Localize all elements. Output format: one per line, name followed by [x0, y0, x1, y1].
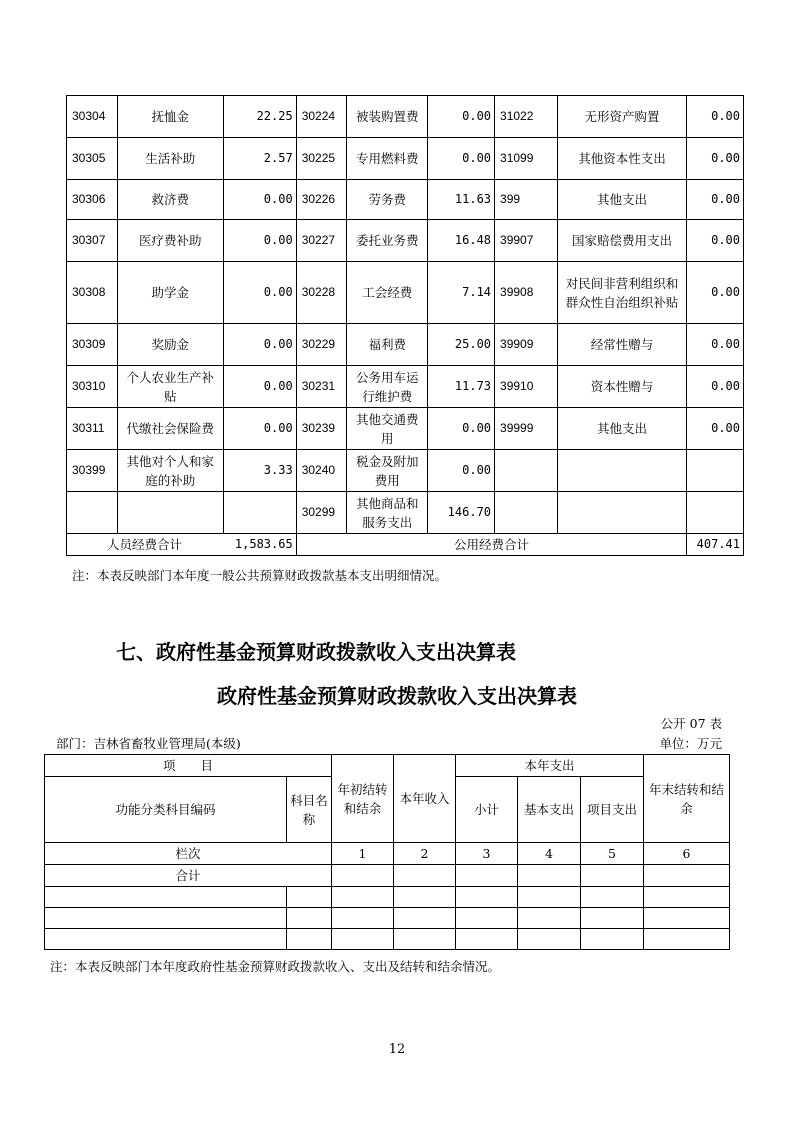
amount-cell: 25.00	[428, 324, 495, 366]
department-label: 部门：吉林省畜牧业管理局(本级)	[56, 736, 241, 751]
item-name-cell	[557, 450, 687, 492]
code-cell: 39999	[495, 408, 558, 450]
item-name-cell: 福利费	[347, 324, 428, 366]
item-name-cell: 其他交通费用	[347, 408, 428, 450]
code-cell	[67, 492, 118, 534]
table-row	[45, 908, 730, 929]
table-row-col-numbers	[45, 843, 730, 865]
amount-cell: 0.00	[687, 220, 744, 262]
amount-cell: 2.57	[223, 138, 296, 180]
table-row	[67, 138, 744, 180]
header-item: 项 目	[45, 755, 332, 777]
table-note: 注：本表反映部门本年度政府性基金预算财政拨款收入、支出及结转和结余情况。	[50, 959, 501, 974]
code-cell: 399	[495, 180, 558, 220]
code-cell: 39907	[495, 220, 558, 262]
code-cell: 30399	[67, 450, 118, 492]
header-subtotal: 小计	[456, 777, 518, 843]
item-name-cell: 被装购置费	[347, 96, 428, 138]
code-cell: 39910	[495, 366, 558, 408]
col-number: 5	[581, 843, 644, 865]
table-row	[45, 929, 730, 950]
item-name-cell: 医疗费补助	[117, 220, 223, 262]
item-name-cell: 其他对个人和家庭的补助	[117, 450, 223, 492]
code-cell: 30224	[296, 96, 347, 138]
code-cell	[495, 450, 558, 492]
col-number: 4	[518, 843, 581, 865]
amount-cell: 0.00	[223, 408, 296, 450]
item-name-cell: 委托业务费	[347, 220, 428, 262]
item-name-cell: 抚恤金	[117, 96, 223, 138]
code-cell	[495, 492, 558, 534]
code-cell: 30299	[296, 492, 347, 534]
total-public-label: 公用经费合计	[296, 534, 687, 556]
item-name-cell: 工会经费	[347, 262, 428, 324]
amount-cell: 16.48	[428, 220, 495, 262]
table-row	[67, 492, 744, 534]
item-name-cell	[117, 492, 223, 534]
amount-cell: 3.33	[223, 450, 296, 492]
item-name-cell: 其他资本性支出	[557, 138, 687, 180]
header-basic: 基本支出	[518, 777, 581, 843]
code-cell: 30308	[67, 262, 118, 324]
total-personnel-label: 人员经费合计	[106, 537, 182, 552]
item-name-cell: 助学金	[117, 262, 223, 324]
code-cell: 31022	[495, 96, 558, 138]
page-number: 12	[388, 1042, 406, 1057]
table-row	[45, 887, 730, 908]
table-row	[67, 408, 744, 450]
amount-cell: 0.00	[687, 138, 744, 180]
table-row	[67, 220, 744, 262]
header-expense: 本年支出	[456, 755, 644, 777]
form-number: 公开 07 表	[660, 716, 722, 731]
code-cell: 30240	[296, 450, 347, 492]
code-cell: 31099	[495, 138, 558, 180]
code-cell: 39908	[495, 262, 558, 324]
item-name-cell: 税金及附加费用	[347, 450, 428, 492]
item-name-cell: 专用燃料费	[347, 138, 428, 180]
item-name-cell: 救济费	[117, 180, 223, 220]
header-end-balance: 年末结转和结余	[644, 755, 730, 843]
item-name-cell	[557, 492, 687, 534]
table-row	[67, 366, 744, 408]
table-row	[67, 96, 744, 138]
section-heading: 七、政府性基金预算财政拨款收入支出决算表	[116, 640, 516, 664]
item-name-cell: 其他支出	[557, 408, 687, 450]
table-title: 政府性基金预算财政拨款收入支出决算表	[217, 684, 577, 708]
item-name-cell: 奖励金	[117, 324, 223, 366]
amount-cell: 0.00	[687, 408, 744, 450]
code-cell: 30225	[296, 138, 347, 180]
item-name-cell: 代缴社会保险费	[117, 408, 223, 450]
table-row	[67, 450, 744, 492]
code-cell: 30229	[296, 324, 347, 366]
amount-cell: 22.25	[223, 96, 296, 138]
amount-cell: 0.00	[223, 180, 296, 220]
item-name-cell: 个人农业生产补贴	[117, 366, 223, 408]
item-name-cell: 经常性赠与	[557, 324, 687, 366]
amount-cell: 11.63	[428, 180, 495, 220]
code-cell: 30228	[296, 262, 347, 324]
amount-cell: 11.73	[428, 366, 495, 408]
header-project: 项目支出	[581, 777, 644, 843]
total-public-value: 407.41	[687, 534, 744, 556]
amount-cell: 0.00	[687, 324, 744, 366]
code-cell: 30305	[67, 138, 118, 180]
header-income: 本年收入	[394, 755, 456, 843]
item-name-cell: 公务用车运行维护费	[347, 366, 428, 408]
col-number: 2	[394, 843, 456, 865]
item-name-cell: 对民间非营利组织和群众性自治组织补贴	[557, 262, 687, 324]
table-row	[67, 180, 744, 220]
table-row-totals	[67, 534, 744, 556]
code-cell: 30311	[67, 408, 118, 450]
amount-cell: 0.00	[687, 262, 744, 324]
amount-cell	[223, 492, 296, 534]
code-cell: 30239	[296, 408, 347, 450]
row-col-label: 栏次	[45, 843, 332, 865]
code-cell: 30307	[67, 220, 118, 262]
table-row	[67, 262, 744, 324]
col-number: 1	[332, 843, 394, 865]
item-name-cell: 资本性赠与	[557, 366, 687, 408]
code-cell: 30226	[296, 180, 347, 220]
item-name-cell: 国家赔偿费用支出	[557, 220, 687, 262]
code-cell: 39909	[495, 324, 558, 366]
table-row-total	[45, 865, 730, 887]
header-begin-balance: 年初结转和结余	[332, 755, 394, 843]
unit-label: 单位：万元	[659, 736, 722, 751]
amount-cell: 0.00	[428, 96, 495, 138]
amount-cell: 146.70	[428, 492, 495, 534]
amount-cell: 0.00	[428, 450, 495, 492]
item-name-cell: 无形资产购置	[557, 96, 687, 138]
code-cell: 30306	[67, 180, 118, 220]
header-func-code: 功能分类科目编码	[45, 777, 287, 843]
item-name-cell: 其他支出	[557, 180, 687, 220]
code-cell: 30310	[67, 366, 118, 408]
amount-cell	[687, 450, 744, 492]
amount-cell: 0.00	[223, 366, 296, 408]
total-personnel-value: 1,583.65	[234, 537, 293, 551]
amount-cell: 0.00	[687, 180, 744, 220]
amount-cell: 0.00	[687, 96, 744, 138]
item-name-cell: 其他商品和服务支出	[347, 492, 428, 534]
amount-cell: 0.00	[223, 324, 296, 366]
amount-cell: 0.00	[687, 366, 744, 408]
table-note: 注：本表反映部门本年度一般公共预算财政拨款基本支出明细情况。	[72, 568, 448, 583]
table-row	[67, 324, 744, 366]
amount-cell: 0.00	[223, 220, 296, 262]
col-number: 3	[456, 843, 518, 865]
header-subject-name: 科目名称	[287, 777, 332, 843]
item-name-cell: 生活补助	[117, 138, 223, 180]
code-cell: 30231	[296, 366, 347, 408]
col-number: 6	[644, 843, 730, 865]
item-name-cell: 劳务费	[347, 180, 428, 220]
amount-cell	[687, 492, 744, 534]
amount-cell: 0.00	[223, 262, 296, 324]
code-cell: 30227	[296, 220, 347, 262]
amount-cell: 7.14	[428, 262, 495, 324]
amount-cell: 0.00	[428, 408, 495, 450]
amount-cell: 0.00	[428, 138, 495, 180]
fund-budget-table	[44, 754, 730, 950]
total-label: 合计	[45, 865, 332, 887]
code-cell: 30304	[67, 96, 118, 138]
code-cell: 30309	[67, 324, 118, 366]
basic-expenditure-table	[66, 95, 744, 556]
